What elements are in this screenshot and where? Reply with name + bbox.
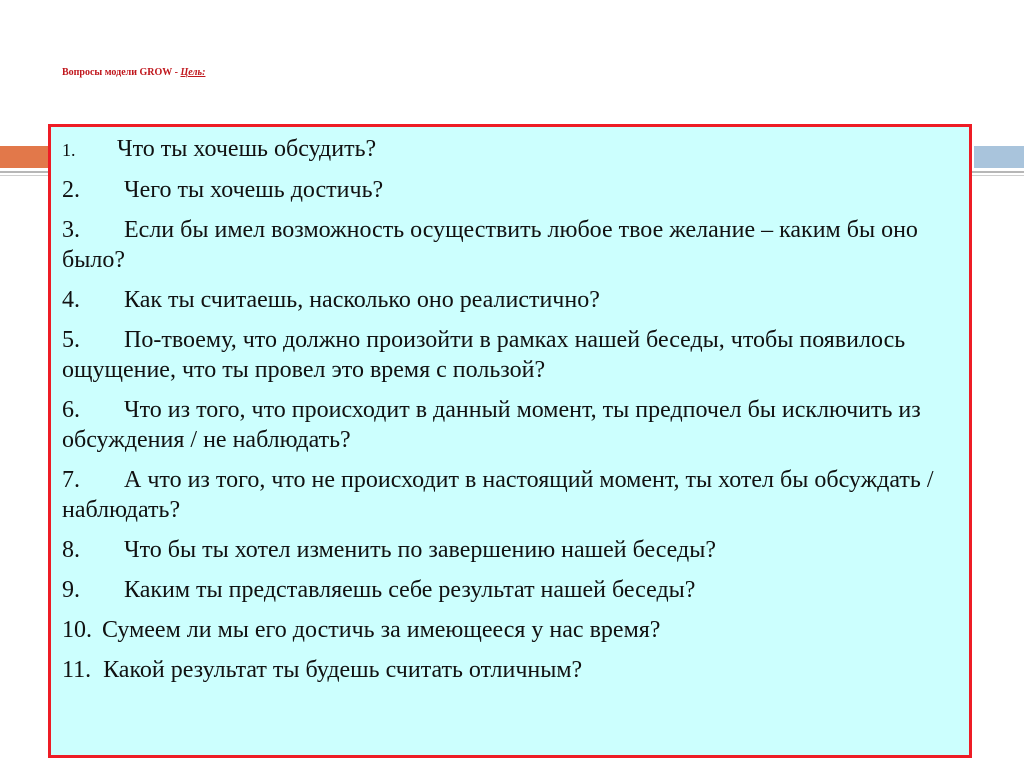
question-number: 3. — [62, 217, 80, 243]
question-text: Если бы имел возможность осуществить любое твое желание – каким бы оно было? — [62, 217, 918, 273]
question-text: Что ты хочешь обсудить? — [117, 136, 377, 162]
question-text: По-твоему, что должно произойти в рамках нашей беседы, чтобы появилось ощущение, что ты провел это время с пользой? — [62, 327, 906, 383]
question-item — [62, 535, 967, 565]
question-item — [62, 175, 967, 205]
question-text: Как ты считаешь, насколько оно реалистично? — [124, 287, 600, 313]
question-item — [62, 395, 967, 455]
question-text: Что из того, что происходит в данный момент, ты предпочел бы исключить из обсуждения / не наблюдать? — [62, 397, 921, 453]
question-number: 1. — [62, 140, 76, 160]
question-item — [62, 575, 967, 605]
question-number: 6. — [62, 397, 80, 423]
goal-label: Цель: — [180, 67, 206, 78]
question-text: Чего ты хочешь достичь? — [124, 177, 384, 203]
question-item — [62, 285, 967, 315]
question-item — [62, 615, 967, 645]
question-number: 2. — [62, 177, 80, 203]
question-text: Каким ты представляешь себе результат нашей беседы? — [124, 577, 696, 603]
question-list — [62, 134, 967, 695]
decorative-band-right — [974, 146, 1024, 168]
title-separator: - — [174, 67, 178, 78]
question-item — [62, 134, 967, 165]
question-text: Что бы ты хотел изменить по завершению нашей беседы? — [124, 537, 717, 563]
question-text: Сумеем ли мы его достичь за имеющееся у нас время? — [102, 617, 661, 643]
question-number: 4. — [62, 287, 80, 313]
question-item — [62, 465, 967, 525]
slide-title — [62, 67, 205, 78]
decorative-band-left — [0, 146, 50, 168]
question-item — [62, 215, 967, 275]
title-text: Вопросы модели GROW — [62, 67, 173, 78]
question-number: 10. — [62, 617, 92, 643]
question-number: 11. — [62, 657, 92, 683]
question-text: Какой результат ты будешь считать отличным? — [103, 657, 583, 683]
question-text: А что из того, что не происходит в настоящий момент, ты хотел бы обсуждать / наблюдать? — [62, 467, 934, 523]
question-item — [62, 655, 967, 685]
question-number: 8. — [62, 537, 80, 563]
question-number: 9. — [62, 577, 80, 603]
question-number: 7. — [62, 467, 80, 493]
question-number: 5. — [62, 327, 80, 353]
question-item — [62, 325, 967, 385]
